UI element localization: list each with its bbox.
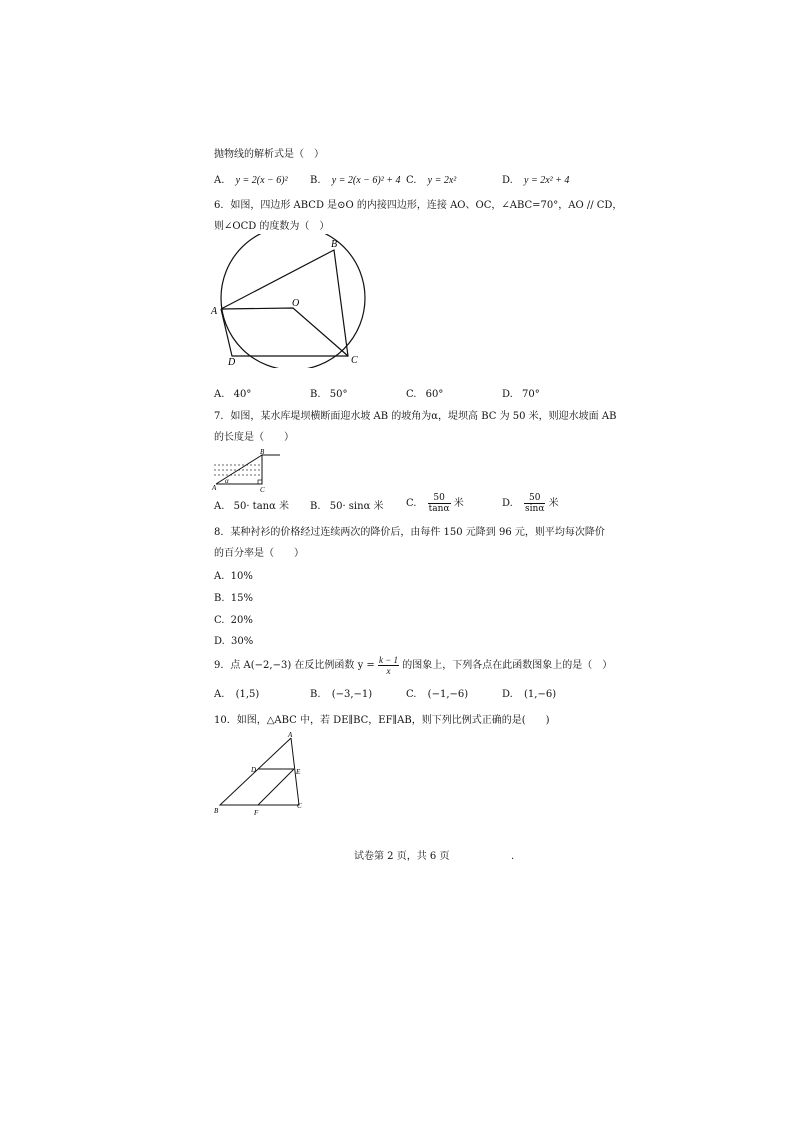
q8-option-b: [214, 592, 253, 606]
fraction-numerator: k − 1: [378, 655, 399, 665]
option-label: D.: [502, 175, 513, 186]
q7-option-b: [310, 500, 384, 514]
right-angle-mark: [258, 480, 262, 484]
label-c: C: [351, 355, 358, 366]
q9-stem-post: 的图象上，下列各点在此函数图象上的是（ ）: [402, 660, 613, 671]
label-d: D: [251, 766, 257, 774]
q5-stem: 抛物线的解析式是（ ）: [214, 149, 324, 160]
label-b: B: [260, 448, 265, 456]
option-text: 50· tanα 米: [233, 501, 290, 512]
option-label: D.: [502, 689, 513, 700]
option-label: A.: [214, 571, 225, 582]
option-text: (−3,−1): [331, 689, 373, 700]
segments-ao-oc: [221, 308, 348, 356]
q7-stem-line1: 7．如图，某水库堤坝横断面迎水坡 AB 的坡角为α，堤坝高 BC 为 50 米，则迎水坡面 AB: [214, 411, 617, 422]
option-label: B.: [310, 689, 321, 700]
fraction-denominator: x: [386, 666, 391, 676]
segment-ef: [258, 769, 294, 805]
option-label: A.: [214, 689, 225, 700]
q8-stem-line2: 的百分率是（ ）: [214, 548, 304, 559]
q5-option-b: [310, 174, 401, 188]
q5-option-c: [406, 174, 456, 188]
option-label: B.: [310, 389, 321, 400]
q8-stem-line1: 8．某种衬衫的价格经过连续两次的降价后，由每件 150 元降到 96 元，则平均每次降价: [214, 527, 605, 538]
q7-option-c: [406, 493, 464, 514]
q8-option-d: [214, 635, 253, 649]
option-label: C.: [406, 175, 417, 186]
slope-triangle: [216, 455, 262, 484]
q9-option-b: [310, 688, 372, 702]
option-text: 70°: [522, 389, 540, 400]
option-text: (1,5): [235, 689, 260, 700]
option-label: C.: [214, 615, 225, 626]
option-label: D.: [502, 389, 513, 400]
option-label: C.: [406, 689, 417, 700]
q10-figure: [208, 732, 318, 820]
label-c: C: [297, 802, 302, 810]
q9-stem-pre: 9．点 A(−2,−3) 在反比例函数 y =: [214, 660, 375, 671]
label-b: B: [331, 239, 338, 250]
label-e: E: [296, 768, 301, 776]
label-d: D: [228, 357, 236, 368]
footer-dot: .: [511, 851, 515, 862]
option-label: C.: [406, 498, 417, 509]
label-o: O: [292, 298, 300, 309]
option-text: 20%: [230, 615, 253, 626]
option-text: y = 2x² + 4: [524, 175, 570, 186]
fraction: [524, 493, 545, 514]
q8-option-a: [214, 570, 253, 584]
q7-stem-line2: 的长度是（ ）: [214, 432, 294, 443]
option-label: B.: [214, 593, 225, 604]
option-text: 10%: [230, 571, 253, 582]
option-label: D.: [214, 636, 225, 647]
option-label: A.: [214, 175, 225, 186]
option-label: B.: [310, 501, 321, 512]
q5-option-a: [214, 174, 288, 188]
label-c: C: [260, 486, 265, 494]
option-text: 15%: [230, 593, 253, 604]
q6-option-c: [406, 388, 443, 402]
q7-option-a: [214, 500, 289, 514]
q9-stem: [214, 654, 612, 678]
option-text: (−1,−6): [427, 689, 469, 700]
q7-figure: [210, 448, 284, 494]
q6-figure: [208, 234, 378, 368]
fraction-denominator: tanα: [428, 504, 450, 514]
q7-option-d: [502, 493, 559, 514]
fraction-numerator: 50: [524, 493, 545, 504]
q10-stem: 10．如图，△ABC 中，若 DE∥BC，EF∥AB，则下列比例式正确的是( ): [214, 715, 550, 726]
option-text: 30%: [231, 636, 254, 647]
q9-fraction: [378, 655, 399, 676]
option-text: (1,−6): [524, 689, 557, 700]
option-text: 40°: [233, 389, 252, 400]
unit: 米: [548, 498, 559, 509]
q6-option-d: [502, 388, 540, 402]
label-a: A: [211, 306, 218, 317]
option-text: 60°: [425, 389, 444, 400]
option-label: B.: [310, 175, 321, 186]
q6-stem-line1: 6．如图，四边形 ABCD 是⊙O 的内接四边形，连接 AO、OC，∠ABC=70°，AO // CD，: [214, 200, 623, 211]
option-text: y = 2x²: [427, 175, 457, 186]
q8-option-c: [214, 614, 253, 628]
label-a: A: [212, 484, 217, 492]
option-text: 50· sinα 米: [329, 501, 384, 512]
q9-option-a: [214, 688, 259, 702]
option-label: D.: [502, 498, 513, 509]
option-text: 50°: [329, 389, 348, 400]
option-text: y = 2(x − 6)² + 4: [331, 175, 401, 186]
page-footer: 试卷第 2 页，共 6 页: [354, 851, 450, 862]
fraction-numerator: 50: [428, 493, 451, 504]
q9-option-d: [502, 688, 556, 702]
fraction: [428, 493, 451, 514]
option-label: C.: [406, 389, 417, 400]
q6-option-a: [214, 388, 251, 402]
unit: 米: [453, 498, 464, 509]
q6-option-b: [310, 388, 347, 402]
label-b: B: [214, 807, 219, 815]
fraction-denominator: sinα: [525, 504, 545, 514]
label-alpha: α: [225, 477, 229, 485]
label-a: A: [288, 732, 293, 739]
option-text: y = 2(x − 6)²: [235, 175, 288, 186]
q6-stem-line2: 则∠OCD 的度数为（ ）: [214, 221, 330, 232]
triangle-abc: [220, 738, 299, 805]
option-label: A.: [214, 389, 225, 400]
q9-option-c: [406, 688, 468, 702]
q5-option-d: [502, 174, 569, 188]
label-f: F: [254, 809, 259, 817]
option-label: A.: [214, 501, 225, 512]
